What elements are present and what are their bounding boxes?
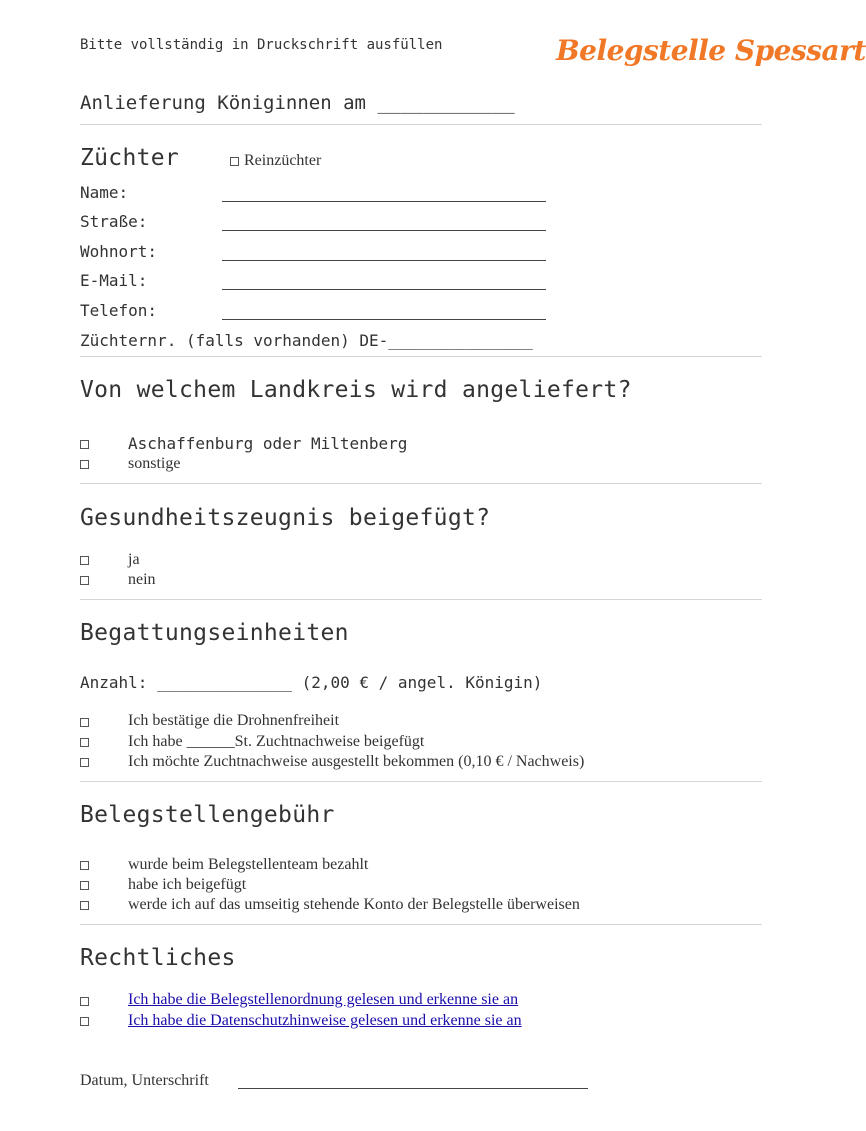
signature-label: Datum, Unterschrift (80, 1072, 209, 1089)
mating-units-section-title: Begattungseinheiten (80, 620, 349, 646)
phone-input-line[interactable] (222, 319, 546, 320)
name-input-line[interactable] (222, 201, 546, 202)
district-option-label: Aschaffenburg oder Miltenberg (128, 434, 408, 453)
mating-option-checkbox[interactable] (80, 718, 89, 727)
fee-option-checkbox[interactable] (80, 881, 89, 890)
street-label: Straße: (80, 212, 148, 231)
fee-section-title: Belegstellengebühr (80, 802, 335, 828)
divider (80, 124, 762, 125)
health-option-label: nein (128, 571, 156, 588)
phone-label: Telefon: (80, 301, 158, 320)
delivery-date-field[interactable] (80, 92, 515, 114)
breeder-section-title: Züchter (80, 145, 180, 171)
fee-option-label: habe ich beigefügt (128, 876, 247, 893)
health-section-title: Gesundheitszeugnis beigefügt? (80, 505, 491, 531)
health-option-checkbox[interactable] (80, 576, 89, 585)
street-input-line[interactable] (222, 230, 546, 231)
fee-option-label: wurde beim Belegstellenteam bezahlt (128, 856, 369, 873)
mating-count-blank[interactable]: ______________ (157, 673, 292, 692)
pure-breeder-label: Reinzüchter (244, 152, 322, 169)
mating-count-field[interactable] (80, 673, 542, 692)
delivery-date-blank[interactable]: ____________ (377, 92, 515, 114)
mating-option-checkbox[interactable] (80, 758, 89, 767)
health-option-checkbox[interactable] (80, 556, 89, 565)
email-input-line[interactable] (222, 289, 546, 290)
district-option-label: sonstige (128, 455, 181, 472)
mating-option-label: Ich habe ______St. Zuchtnachweise beigefügt (128, 733, 425, 750)
mating-price-note: (2,00 € / angel. Königin) (301, 673, 543, 692)
fee-option-checkbox[interactable] (80, 901, 89, 910)
mating-option-label: Ich bestätige die Drohnenfreiheit (128, 712, 340, 729)
email-label: E-Mail: (80, 271, 148, 290)
signature-line[interactable] (238, 1088, 588, 1089)
breeder-number-field[interactable] (80, 331, 533, 350)
legal-section-title: Rechtliches (80, 945, 236, 971)
delivery-label: Anlieferung Königinnen am (80, 92, 366, 114)
divider (80, 924, 762, 925)
health-option-label: ja (128, 551, 140, 568)
divider (80, 483, 762, 484)
breeder-number-blank[interactable]: _______________ (388, 331, 533, 350)
name-label: Name: (80, 183, 129, 202)
mating-option-checkbox[interactable] (80, 738, 89, 747)
legal-option-checkbox[interactable] (80, 1017, 89, 1026)
fee-option-label: werde ich auf das umseitig stehende Konto der Belegstelle überweisen (128, 896, 580, 913)
district-option-checkbox[interactable] (80, 460, 89, 469)
city-label: Wohnort: (80, 242, 158, 261)
privacy-link[interactable]: Ich habe die Datenschutzhinweise gelesen und erkenne sie an (128, 1012, 522, 1029)
instruction-text: Bitte vollständig in Druckschrift ausfüllen (80, 37, 443, 53)
divider (80, 781, 762, 782)
divider (80, 599, 762, 600)
district-section-title: Von welchem Landkreis wird angeliefert? (80, 377, 632, 403)
pure-breeder-checkbox[interactable] (230, 157, 239, 166)
mating-option-label: Ich möchte Zuchtnachweise ausgestellt bekommen (0,10 € / Nachweis) (128, 753, 585, 770)
regulations-link[interactable]: Ich habe die Belegstellenordnung gelesen und erkenne sie an (128, 991, 519, 1008)
fee-option-checkbox[interactable] (80, 861, 89, 870)
brand-logo: Belegstelle Spessart (556, 34, 866, 67)
legal-option-checkbox[interactable] (80, 997, 89, 1006)
city-input-line[interactable] (222, 260, 546, 261)
district-option-checkbox[interactable] (80, 440, 89, 449)
mating-count-label: Anzahl: (80, 673, 148, 692)
breeder-number-label: Züchternr. (falls vorhanden) DE- (80, 331, 389, 350)
divider (80, 356, 762, 357)
